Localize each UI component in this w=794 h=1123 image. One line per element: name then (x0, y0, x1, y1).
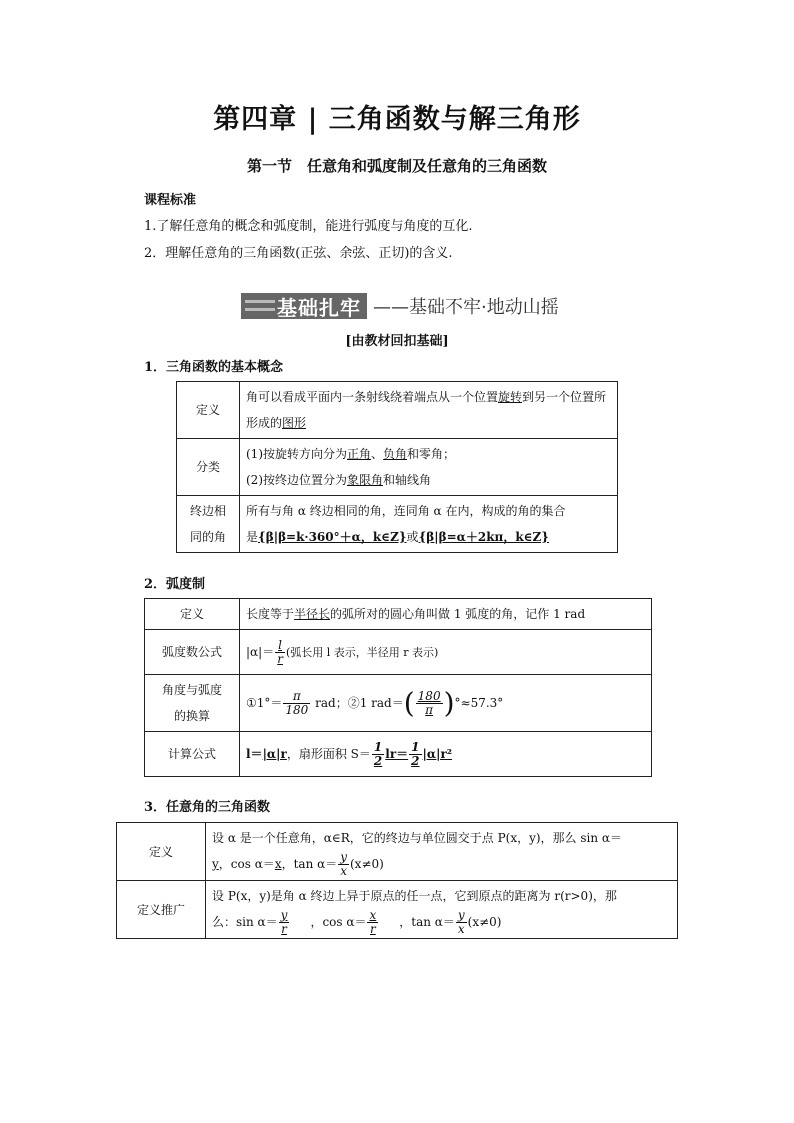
table-row (145, 599, 652, 630)
s1-table (176, 381, 618, 553)
s1-class-val: (1)按旋转方向分为正角、负角和零角； (2)按终边位置分为象限角和轴线角 (240, 439, 618, 496)
s2-formula-val: |α|＝ $\frac{l}{r}$ (弧长用 l 表示，半径用 r 表示) (240, 630, 652, 675)
s2-heading: 2．弧度制 (144, 577, 206, 592)
s2-conv-val: ①1°＝ $\frac{\pi}{180}$ rad；②1 rad＝( $\frac{180}{\pi}$ )°≈57.3° (240, 675, 652, 732)
s3-def-key: 定义 (117, 823, 206, 881)
banner-subtitle: ——基础不牢·地动山摇 (373, 297, 559, 318)
s2-def-val: 长度等于半径长的弧所对的圆心角叫做 1 弧度的角，记作 1 rad (240, 599, 652, 630)
table-row (177, 382, 618, 439)
banner-bars-icon (241, 293, 277, 319)
chapter-title: 第四章 | 三角函数与解三角形 (213, 104, 581, 135)
s1-def-key: 定义 (177, 382, 240, 439)
s2-calc-val: l＝|α|r，扇形面积 S＝ $\frac{1}{2}$ lr＝ $\frac{1}{2}$ |α|r² (240, 732, 652, 777)
s2-conv-key: 角度与弧度 的换算 (145, 675, 240, 732)
table-row (117, 823, 678, 881)
standard-1: 1.了解任意角的概念和弧度制，能进行弧度与角度的互化. (144, 219, 473, 234)
banner (241, 293, 559, 319)
banner-caption: [由教材回扣基础] (345, 334, 449, 349)
s3-heading: 3．任意角的三角函数 (144, 800, 271, 815)
table-row (177, 496, 618, 553)
s2-table (144, 598, 652, 777)
s3-ext-key: 定义推广 (117, 881, 206, 939)
s3-table (116, 822, 678, 939)
s3-def-val: 设 α 是一个任意角，α∈R，它的终边与单位圆交于点 P(x，y)，那么 sin α＝ y，cos α＝x，tan α＝ $\frac{y}{x}$ (x≠0) (206, 823, 678, 881)
s1-term-key: 终边相 同的角 (177, 496, 240, 553)
standard-heading: 课程标准 (144, 193, 197, 208)
s2-def-key: 定义 (145, 599, 240, 630)
section-title: 第一节 任意角和弧度制及任意角的三角函数 (246, 157, 547, 175)
table-row (145, 630, 652, 675)
table-row (145, 732, 652, 777)
banner-box (241, 293, 367, 319)
table-row (145, 675, 652, 732)
s3-ext-val: 设 P(x，y)是角 α 终边上异于原点的任一点，它到原点的距离为 r(r>0)，那 么：sin α＝ $\frac{y}{r}$ ，cos α＝ $\frac{x}{r}$ ，tan α＝ $\frac{y}{x}$ (x≠0) (206, 881, 678, 939)
s2-formula-key: 弧度数公式 (145, 630, 240, 675)
s1-heading: 1．三角函数的基本概念 (144, 360, 284, 375)
table-row (117, 881, 678, 939)
s1-class-key: 分类 (177, 439, 240, 496)
standard-2: 2．理解任意角的三角函数(正弦、余弦、正切)的含义. (144, 246, 453, 261)
banner-title: 基础扎牢 (277, 295, 361, 320)
s1-def-val: 角可以看成平面内一条射线绕着端点从一个位置旋转到另一个位置所形成的图形 (240, 382, 618, 439)
s1-term-val: 所有与角 α 终边相同的角，连同角 α 在内，构成的角的集合 是{β|β=k·360°＋α，k∈Z}或{β|β=α＋2kπ，k∈Z} (240, 496, 618, 553)
s2-calc-key: 计算公式 (145, 732, 240, 777)
table-row (177, 439, 618, 496)
